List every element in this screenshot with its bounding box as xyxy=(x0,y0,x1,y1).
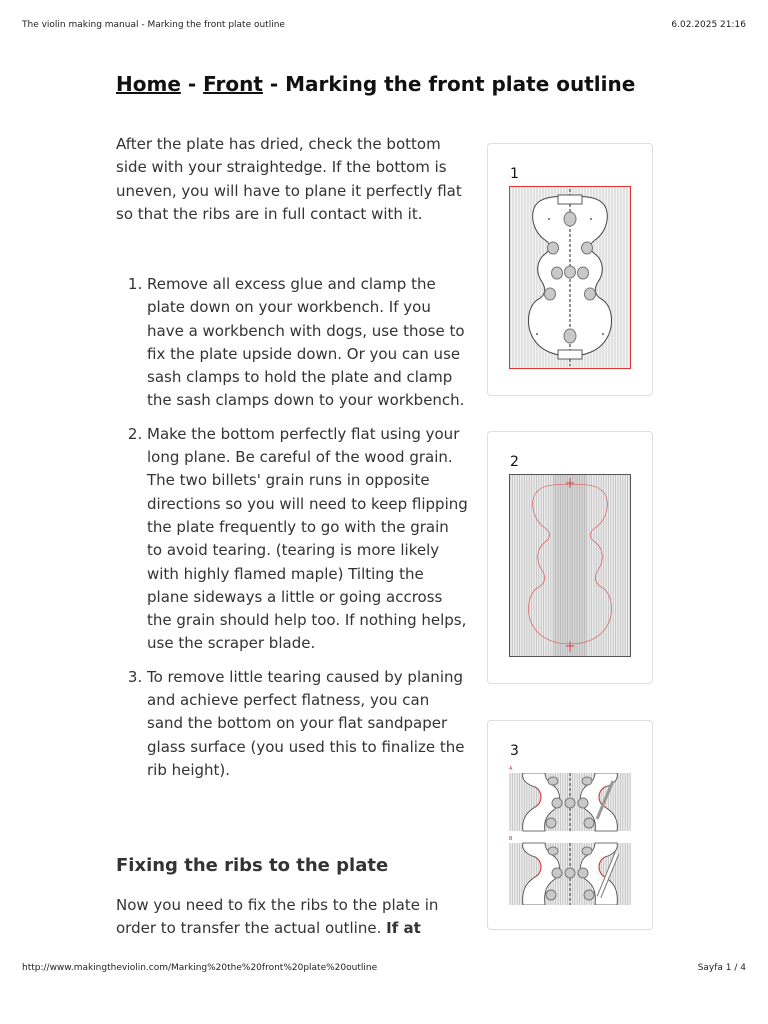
header-datetime: 6.02.2025 21:16 xyxy=(671,20,746,30)
print-footer xyxy=(22,963,746,973)
figure-caption: 1 xyxy=(510,166,519,182)
figure-caption: 2 xyxy=(510,454,519,470)
breadcrumb-current: Marking the front plate outline xyxy=(285,72,636,96)
figure-card-2[interactable] xyxy=(487,431,653,684)
list-item: 1. Remove all excess glue and clamp the plate down on your workbench. If you have a workbench with dogs, use those to fix the plate upside down. Or you can use sash clamps to hold the plate and clamp the sash clamps down to your workbench. xyxy=(147,273,468,413)
figure-sub-label: A xyxy=(509,766,513,772)
breadcrumb-front-link[interactable]: Front xyxy=(203,72,263,96)
section-heading: Fixing the ribs to the plate xyxy=(116,855,389,876)
footer-page-number: Sayfa 1 / 4 xyxy=(697,963,746,973)
breadcrumb-home-link[interactable]: Home xyxy=(116,72,181,96)
breadcrumb-separator: - xyxy=(262,72,286,96)
figure-sub-label: B xyxy=(509,836,513,842)
figure-card-3[interactable] xyxy=(487,720,653,930)
section-bold-text: If at xyxy=(386,919,421,938)
list-item: 3. To remove little tearing caused by planing and achieve perfect flatness, you can sand the bottom on your flat sandpaper glass surface (you used this to finalize the rib height). xyxy=(147,666,468,782)
planed-plate-image xyxy=(509,474,631,657)
figure-caption: 3 xyxy=(510,743,519,759)
violin-plate-outline-image xyxy=(509,186,631,369)
header-title: The violin making manual - Marking the front plate outline xyxy=(22,20,285,30)
list-item: 2. Make the bottom perfectly flat using your long plane. Be careful of the wood grain. The two billets' grain runs in opposite directions so you will need to keep flipping the plate frequently to go with the grain to avoid tearing. (tearing is more likely with highly flamed maple) Tilting the plane sideways a little or going accross the grain should help too. If nothing helps, use the scraper blade. xyxy=(147,423,468,656)
section-paragraph xyxy=(116,894,468,941)
intro-paragraph: After the plate has dried, check the bottom side with your straightedge. If the bottom is uneven, you will have to plane it perfectly flat so that the ribs are in full contact with it. xyxy=(116,135,462,223)
ribs-clamping-image xyxy=(509,773,631,905)
steps-list xyxy=(116,273,468,792)
figure-card-1[interactable] xyxy=(487,143,653,396)
page-title xyxy=(116,72,635,96)
print-header xyxy=(22,20,746,30)
section-text: Now you need to fix the ribs to the plate in order to transfer the actual outline. xyxy=(116,896,439,938)
footer-url: http://www.makingtheviolin.com/Marking%20the%20front%20plate%20outline xyxy=(22,963,378,973)
breadcrumb-separator: - xyxy=(180,72,204,96)
